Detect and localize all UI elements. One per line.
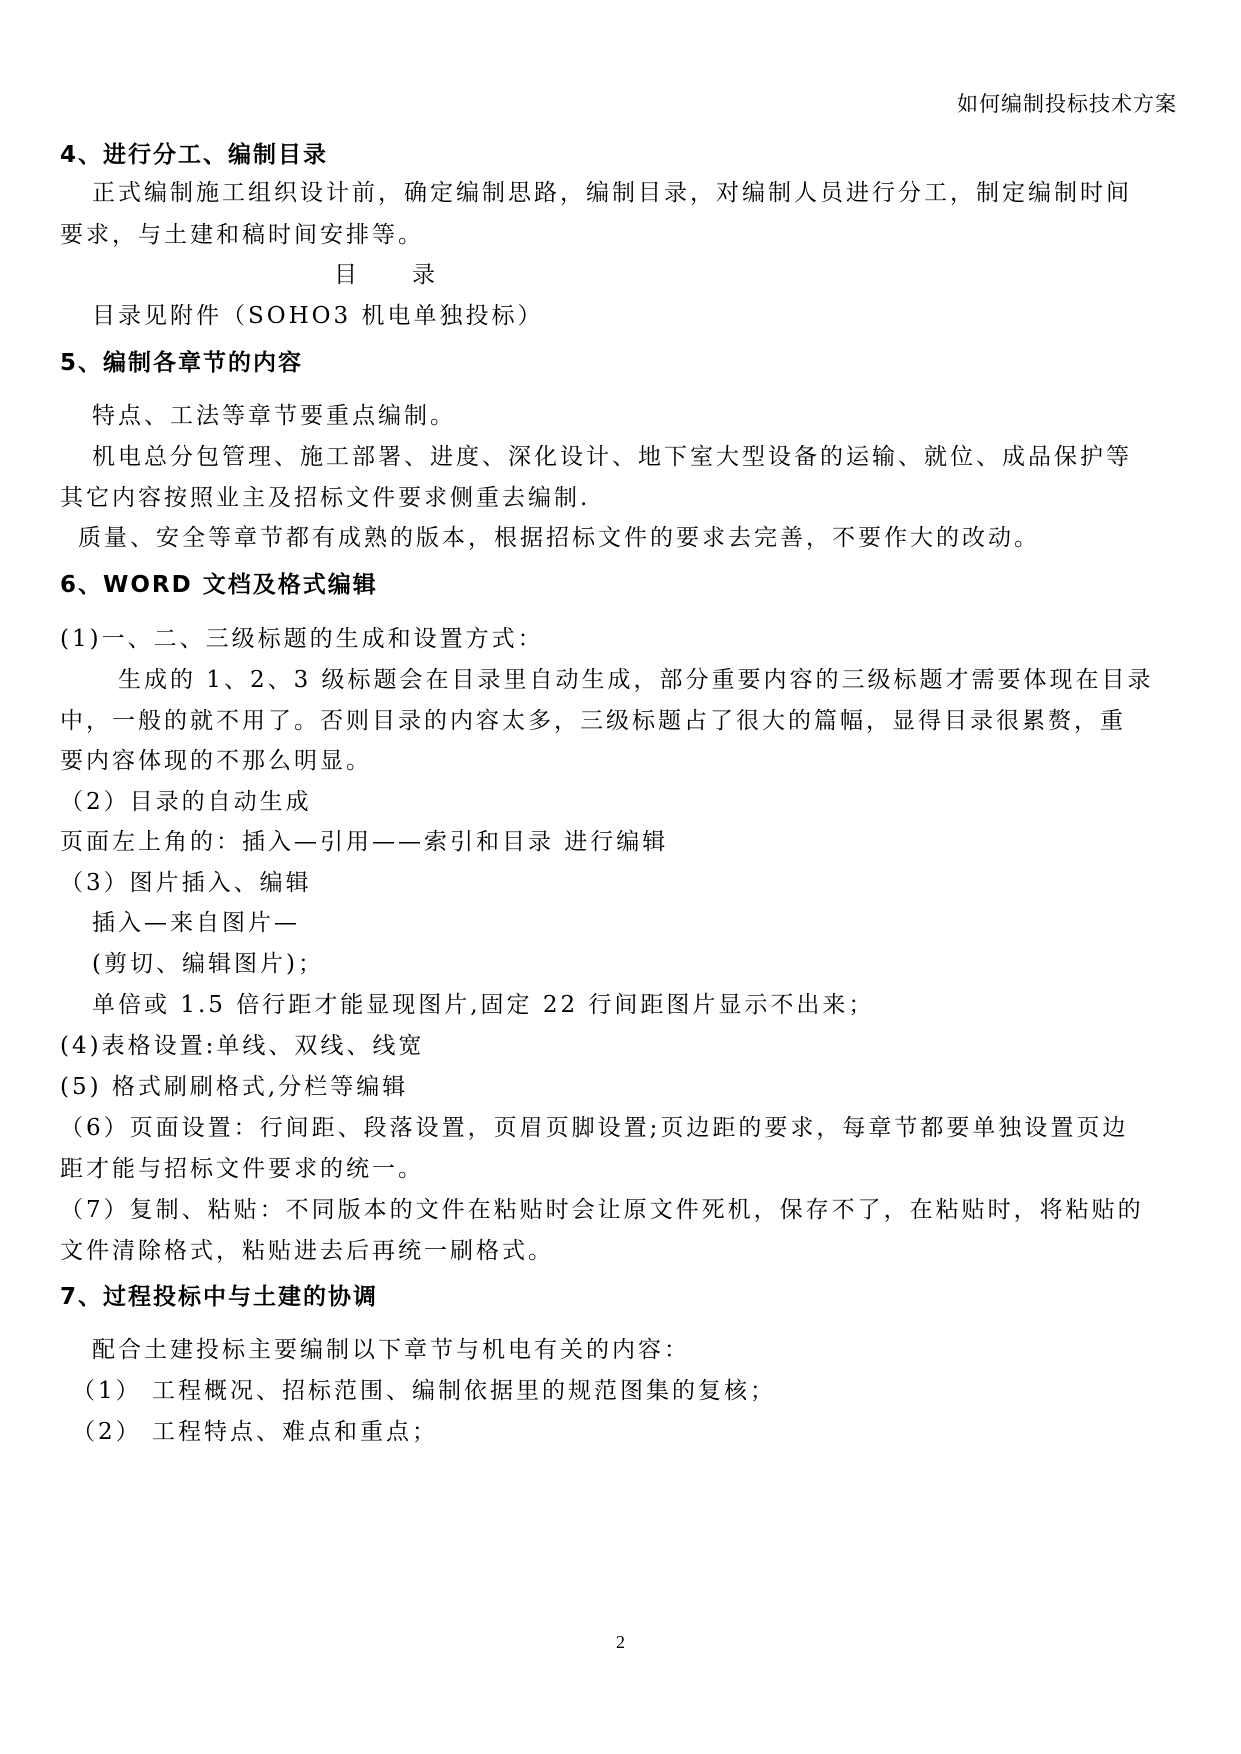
toc-note: 目录见附件（SOHO3 机电单独投标）	[92, 303, 544, 329]
paragraph-line: 配合土建投标主要编制以下章节与机电有关的内容：	[92, 1337, 690, 1363]
list-item: （2） 工程特点、难点和重点；	[72, 1419, 438, 1445]
section-heading-5: 5、编制各章节的内容	[60, 350, 304, 376]
paragraph-line: 中，一般的就不用了。否则目录的内容太多，三级标题占了很大的篇幅，显得目录很累赘，重	[60, 708, 1126, 734]
list-item: (1)一、二、三级标题的生成和设置方式：	[60, 626, 544, 652]
paragraph-line: 页面左上角的：插入—引用——索引和目录 进行编辑	[60, 829, 669, 855]
page-number: 2	[616, 1632, 625, 1652]
paragraph-line: 文件清除格式，粘贴进去后再统一刷格式。	[60, 1238, 554, 1264]
list-item: (4)表格设置:单线、双线、线宽	[60, 1033, 425, 1059]
toc-title: 目 录	[334, 262, 438, 288]
paragraph-line: 要内容体现的不那么明显。	[60, 748, 372, 774]
list-item: （6）页面设置：行间距、段落设置，页眉页脚设置;页边距的要求，每章节都要单独设置页边	[60, 1115, 1129, 1141]
paragraph-line: (剪切、编辑图片)；	[92, 951, 324, 977]
paragraph-line: 要求，与土建和稿时间安排等。	[60, 222, 424, 248]
list-item: （7）复制、粘贴：不同版本的文件在粘贴时会让原文件死机，保存不了，在粘贴时，将粘贴的	[60, 1197, 1144, 1223]
paragraph-line: 机电总分包管理、施工部署、进度、深化设计、地下室大型设备的运输、就位、成品保护等	[92, 444, 1132, 470]
list-item: （2）目录的自动生成	[60, 789, 312, 815]
list-item: (5) 格式刷刷格式,分栏等编辑	[60, 1074, 409, 1100]
paragraph-line: 单倍或 1.5 倍行距才能显现图片,固定 22 行间距图片显示不出来；	[92, 992, 875, 1018]
paragraph-line: 生成的 1、2、3 级标题会在目录里自动生成，部分重要内容的三级标题才需要体现在目录	[118, 667, 1154, 693]
paragraph-line: 特点、工法等章节要重点编制。	[92, 403, 456, 429]
paragraph-line: 正式编制施工组织设计前，确定编制思路，编制目录，对编制人员进行分工，制定编制时间	[92, 180, 1132, 206]
list-item: （3）图片插入、编辑	[60, 870, 312, 896]
paragraph-line: 距才能与招标文件要求的统一。	[60, 1156, 424, 1182]
paragraph-line: 插入—来自图片—	[92, 910, 300, 936]
paragraph-line: 其它内容按照业主及招标文件要求侧重去编制.	[60, 485, 591, 511]
section-heading-4: 4、进行分工、编制目录	[60, 142, 329, 168]
running-header: 如何编制投标技术方案	[957, 92, 1177, 116]
paragraph-line: 质量、安全等章节都有成熟的版本，根据招标文件的要求去完善，不要作大的改动。	[78, 525, 1040, 551]
list-item: （1） 工程概况、招标范围、编制依据里的规范图集的复核；	[72, 1378, 776, 1404]
section-heading-6: 6、WORD 文档及格式编辑	[60, 572, 378, 598]
section-heading-7: 7、过程投标中与土建的协调	[60, 1284, 379, 1310]
